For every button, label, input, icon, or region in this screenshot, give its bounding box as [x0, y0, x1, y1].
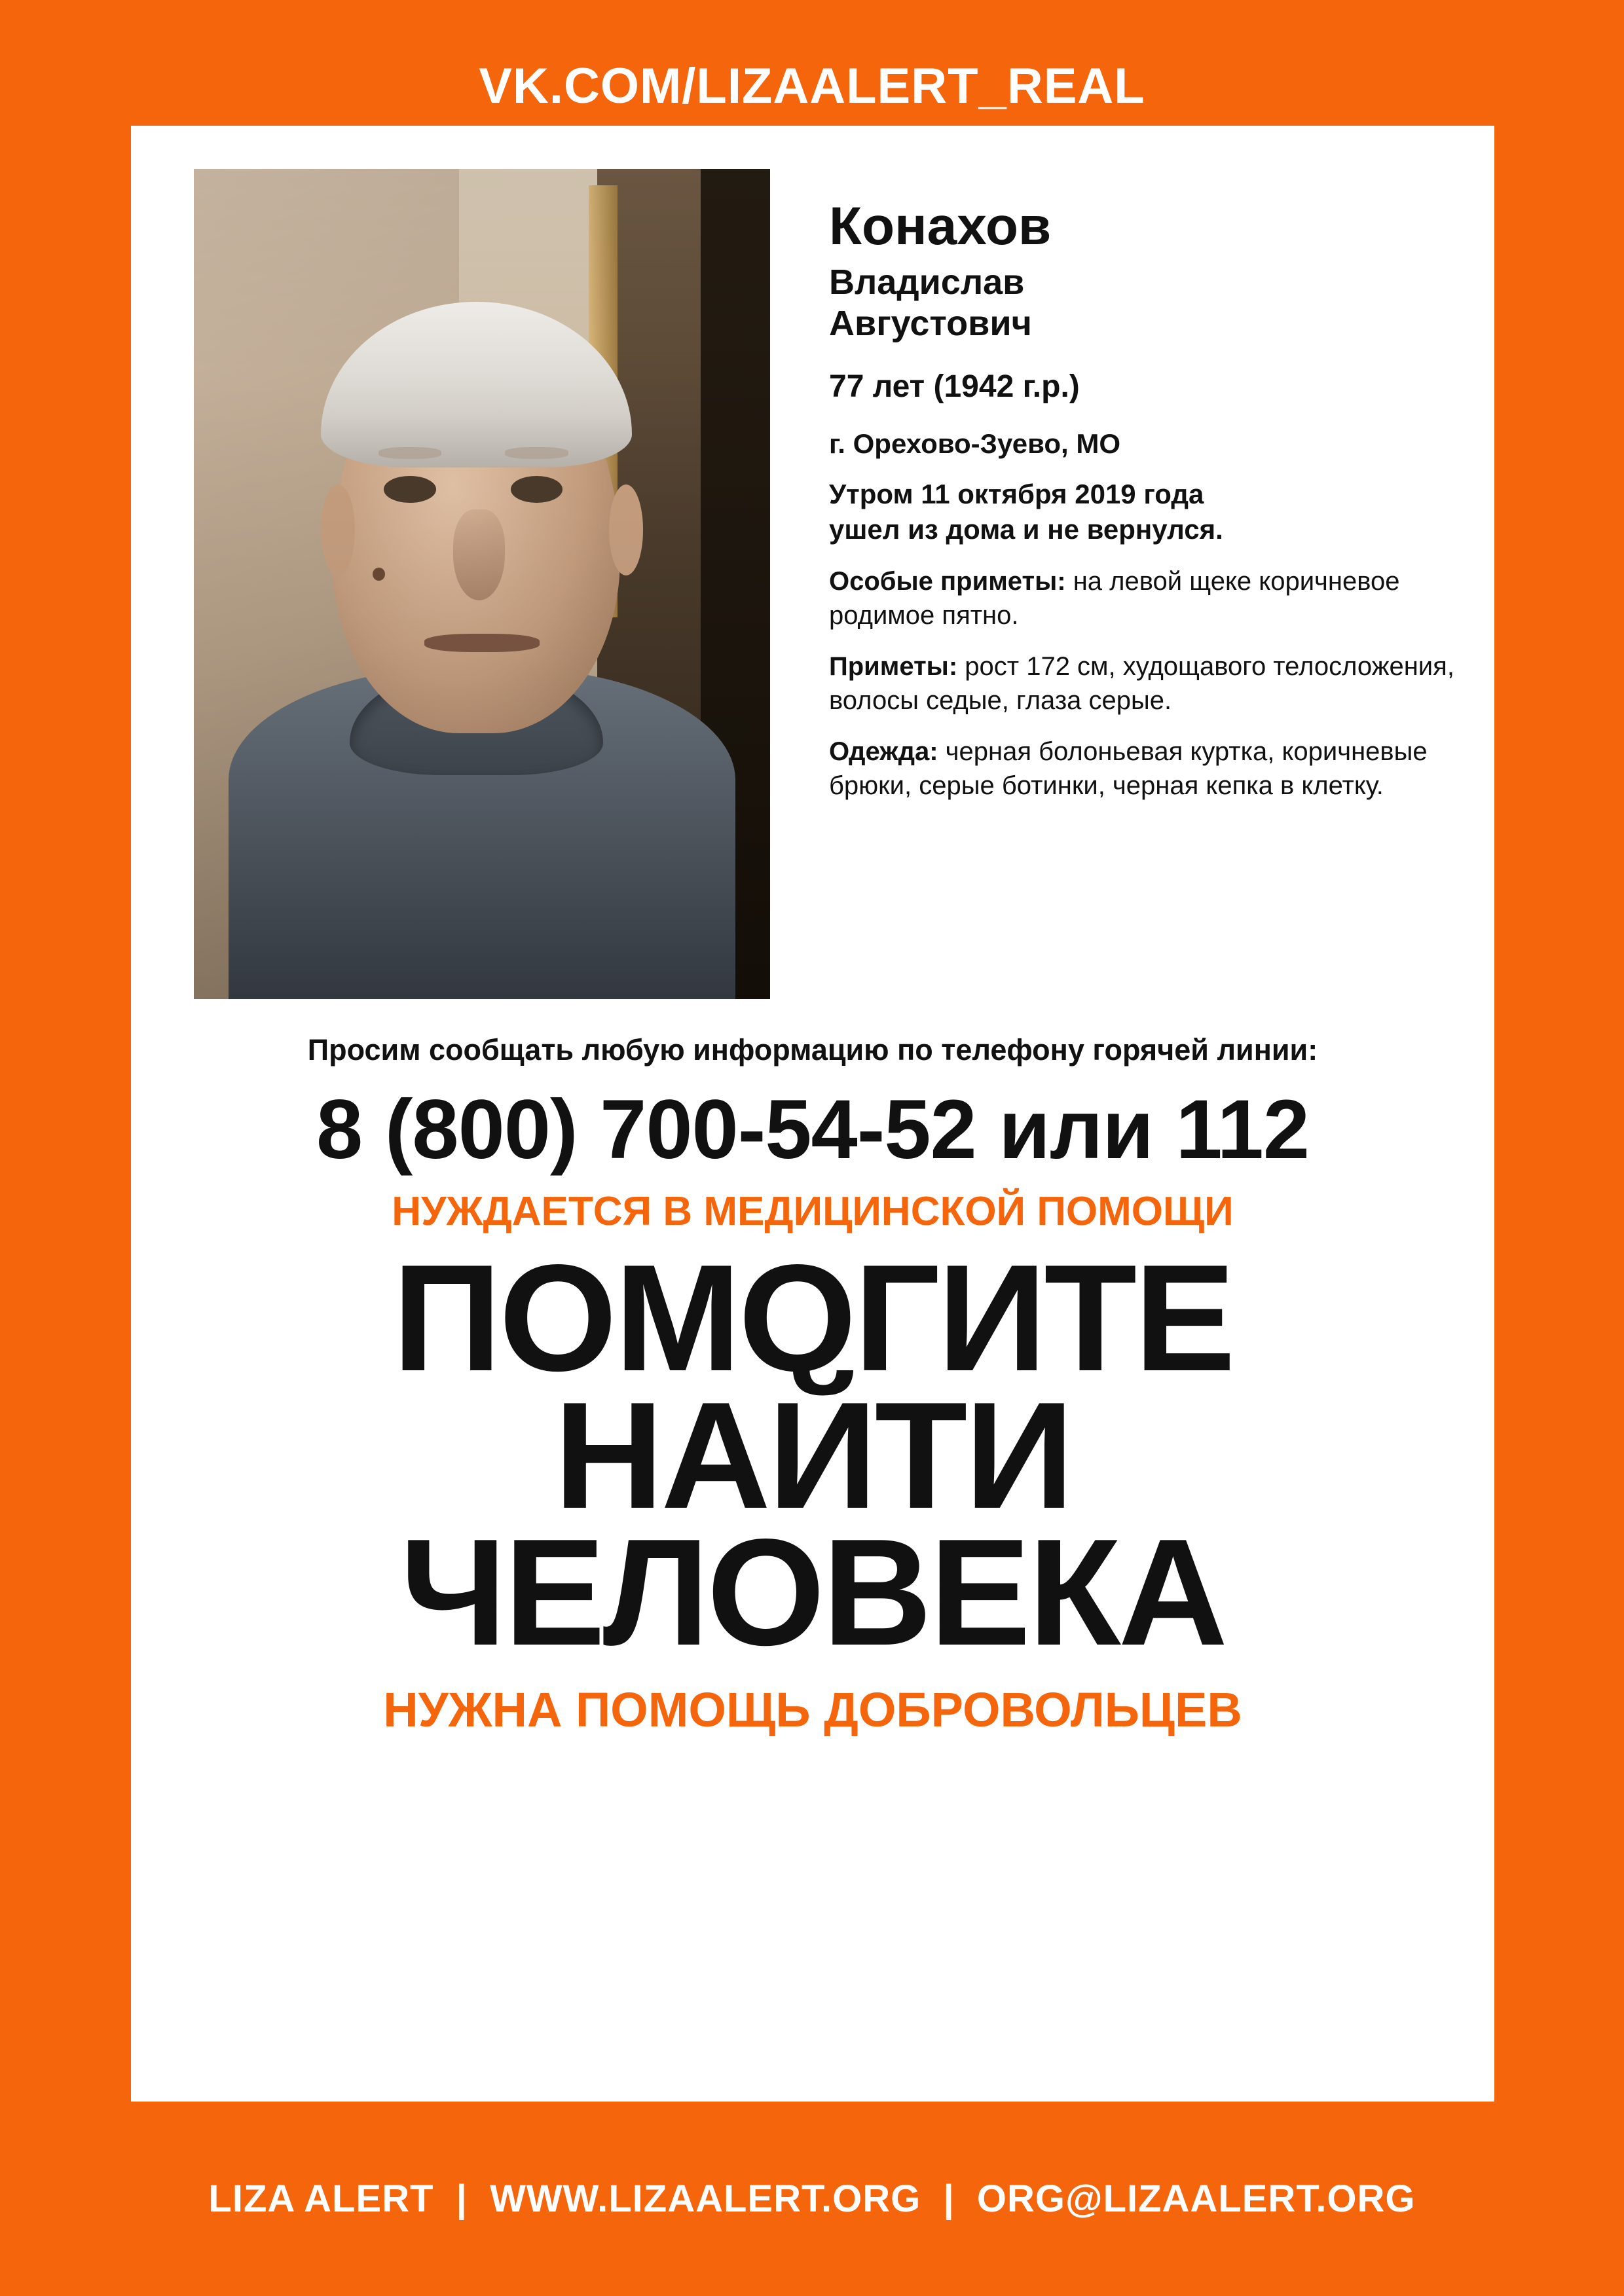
disappearance-circumstance	[829, 477, 1484, 547]
person-patronymic: Августович	[829, 304, 1032, 344]
physical-features-label: Приметы:	[829, 651, 958, 681]
person-last-name: Конахов	[829, 196, 1052, 256]
special-marks	[829, 564, 1484, 632]
medical-attention-notice: НУЖДАЕТСЯ В МЕДИЦИНСКОЙ ПОМОЩИ	[392, 1189, 1234, 1234]
footer-email[interactable]: ORG@LIZAALERT.ORG	[976, 2178, 1416, 2220]
clothing-text: черная болоньевая куртка, коричневые брюки, серые ботинки, черная кепка в клетку.	[829, 737, 1428, 800]
person-city: г. Орехово-Зуево, МО	[829, 428, 1121, 460]
physical-features-text: рост 172 см, худощавого телосложения, волосы седые, глаза серые.	[829, 651, 1454, 715]
volunteers-call-to-action: НУЖНА ПОМОЩЬ ДОБРОВОЛЬЦЕВ	[383, 1682, 1242, 1737]
person-summary-section	[131, 126, 1494, 999]
clothing	[829, 735, 1484, 803]
circumstance-line-2: ушел из дома и не вернулся.	[829, 513, 1223, 545]
headline-line-2: НАЙТИ	[553, 1370, 1072, 1540]
footer-separator-2: |	[921, 2178, 977, 2220]
hotline-phone-number[interactable]: 8 (800) 700-54-52 или 112	[316, 1083, 1309, 1176]
physical-features	[829, 649, 1484, 718]
hotline-instruction: Просим сообщать любую информацию по телефону горячей линии:	[307, 1033, 1318, 1066]
circumstance-line-1: Утром 11 октября 2019 года	[829, 479, 1204, 510]
vk-url: VK.COM/LIZAALERT_REAL	[479, 58, 1145, 114]
footer-website[interactable]: WWW.LIZAALERT.ORG	[490, 2178, 921, 2220]
footer-bar	[0, 2102, 1624, 2296]
poster-inner-panel	[131, 126, 1494, 2102]
footer-org-name: LIZA ALERT	[208, 2178, 434, 2220]
person-details	[770, 169, 1484, 999]
clothing-label: Одежда:	[829, 737, 938, 766]
person-photo	[194, 169, 770, 999]
footer-separator-1: |	[434, 2178, 490, 2220]
photo-shading-overlay	[194, 169, 770, 999]
headline-line-1: ПОМОГИТЕ	[392, 1233, 1233, 1403]
headline-line-3: ЧЕЛОВЕКА	[399, 1508, 1226, 1678]
special-marks-text: на левой щеке коричневое родимое пятно.	[829, 566, 1400, 630]
person-age: 77 лет (1942 г.р.)	[829, 369, 1080, 405]
person-first-name: Владислав	[829, 262, 1025, 302]
special-marks-label: Особые приметы:	[829, 566, 1066, 596]
